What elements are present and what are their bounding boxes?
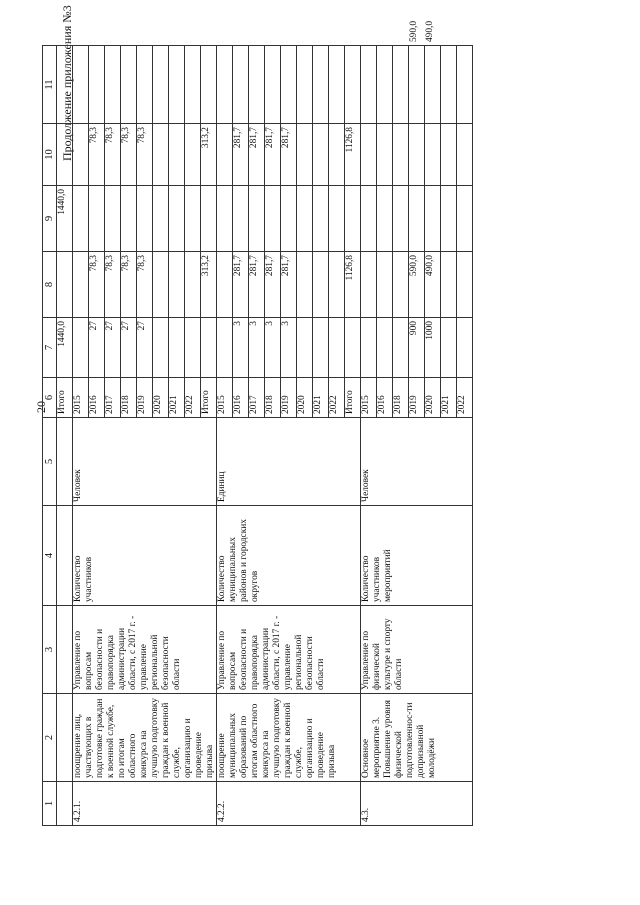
year-cell: Итого: [57, 378, 73, 418]
item-number: 4.2.1.: [73, 782, 217, 826]
year-cell: 2021: [169, 378, 185, 418]
continuation-title: Продолжение приложения №3: [60, 5, 74, 161]
item-name: поощрение муниципальных образований по итогам областного конкурса на лучшую подготовку граждан к военной службе, организацию и проведение призыва: [217, 694, 361, 782]
item-indicator: Количество участников: [73, 506, 217, 606]
value-cell: [185, 186, 201, 252]
item-number: 4.2.2.: [217, 782, 361, 826]
value-cell: [441, 318, 457, 378]
col-header-8: 8: [43, 252, 57, 318]
value-cell: 78,3: [121, 252, 137, 318]
value-cell: [361, 186, 377, 252]
value-cell: 1126,8: [345, 124, 361, 186]
value-cell: [169, 252, 185, 318]
value-cell: [201, 318, 217, 378]
year-cell: 2020: [153, 378, 169, 418]
col-header-5: 5: [43, 418, 57, 506]
value-cell: 1126,8: [345, 252, 361, 318]
year-cell: 2018: [121, 378, 137, 418]
value-cell: [201, 46, 217, 124]
value-cell: [329, 46, 345, 124]
item-number: 4.3.: [361, 782, 473, 826]
value-cell: [377, 252, 393, 318]
value-cell: [457, 124, 473, 186]
value-cell: 27: [137, 318, 153, 378]
year-cell: 2017: [249, 378, 265, 418]
col-header-1: 1: [43, 782, 57, 826]
value-cell: 1000: [425, 318, 441, 378]
value-cell: 1440,0: [57, 318, 73, 378]
year-cell: 2018: [265, 378, 281, 418]
table-body: [57, 20, 473, 826]
value-cell: 3: [265, 318, 281, 378]
value-cell: [393, 318, 409, 378]
value-cell: 313,2: [201, 124, 217, 186]
col-header-2: 2: [43, 694, 57, 782]
item-executor: Управление по физической культуре и спорту области: [361, 606, 473, 694]
header-row: [43, 46, 57, 826]
value-cell: [297, 318, 313, 378]
year-cell: 2018: [393, 378, 409, 418]
value-cell: 78,3: [105, 124, 121, 186]
year-cell: 2015: [73, 378, 89, 418]
value-cell: [425, 124, 441, 186]
year-cell: 2021: [441, 378, 457, 418]
item-name: поощрение лиц, участвующих в подготовке граждан к военной службе, по итогам областного конкурса на лучшую подготовку граждан к военной службе, организацию и проведение призыва: [73, 694, 217, 782]
value-cell: [153, 318, 169, 378]
value-cell: [361, 46, 377, 124]
year-cell: 2020: [425, 378, 441, 418]
year-cell: 2019: [137, 378, 153, 418]
col-header-11: 11: [43, 46, 57, 124]
value-cell: [361, 318, 377, 378]
value-cell: 281,7: [249, 252, 265, 318]
value-cell: [153, 124, 169, 186]
value-cell: [345, 46, 361, 124]
value-cell: [425, 186, 441, 252]
value-cell: [249, 186, 265, 252]
value-cell: [201, 186, 217, 252]
value-cell: 78,3: [137, 252, 153, 318]
year-cell: 2020: [297, 378, 313, 418]
value-cell: [297, 252, 313, 318]
value-cell: [409, 186, 425, 252]
item-executor: Управление по вопросам безопасности и правопорядка администрации области, с 2017 г. - управление региональной безопасности области: [217, 606, 361, 694]
value-cell: 3: [281, 318, 297, 378]
year-cell: 2017: [105, 378, 121, 418]
value-cell: [329, 252, 345, 318]
value-cell: [249, 46, 265, 124]
value-cell: 78,3: [89, 252, 105, 318]
value-cell: [441, 46, 457, 124]
value-cell: 281,7: [281, 252, 297, 318]
rotated-table-container: [42, 20, 630, 826]
value-cell: [73, 186, 89, 252]
col-header-10: 10: [43, 124, 57, 186]
value-cell: 27: [89, 318, 105, 378]
value-cell: [457, 318, 473, 378]
value-cell: [169, 318, 185, 378]
value-cell: 3: [249, 318, 265, 378]
value-cell: 281,7: [265, 252, 281, 318]
value-cell: [185, 124, 201, 186]
page-number: 20: [34, 401, 48, 413]
value-cell: [313, 124, 329, 186]
value-cell: [153, 186, 169, 252]
year-cell: 2019: [281, 378, 297, 418]
value-cell: [265, 186, 281, 252]
lead-total-row: [57, 46, 73, 826]
table-row: 2020 1000 490,0 490,0: [425, 46, 441, 826]
table-row: [73, 46, 89, 826]
item-indicator: Количество муниципальных районов и городских округов: [217, 506, 361, 606]
value-cell: [73, 124, 89, 186]
value-cell: 3: [233, 318, 249, 378]
item-executor: Управление по вопросам безопасности и правопорядка администрации области, с 2017 г. - управление региональной безопасности области: [73, 606, 217, 694]
item-indicator: Количество участников мероприятий: [361, 506, 473, 606]
value-cell: [137, 186, 153, 252]
value-cell: [281, 46, 297, 124]
value-cell: 1440,0: [57, 186, 73, 252]
value-cell: 900: [409, 318, 425, 378]
value-cell: [217, 46, 233, 124]
value-cell: 281,7: [249, 124, 265, 186]
value-cell: [217, 186, 233, 252]
value-cell: [153, 46, 169, 124]
year-cell: 2022: [329, 378, 345, 418]
value-cell: [393, 124, 409, 186]
value-cell: [441, 186, 457, 252]
col-header-6: 6: [43, 378, 57, 418]
value-cell: [377, 318, 393, 378]
value-cell: [409, 124, 425, 186]
value-cell: [217, 318, 233, 378]
value-cell: 313,2: [201, 252, 217, 318]
value-cell: [329, 318, 345, 378]
col-header-9: 9: [43, 186, 57, 252]
year-cell: 2019: [409, 378, 425, 418]
value-cell: [185, 252, 201, 318]
value-cell: 590,0: [409, 252, 425, 318]
value-cell: [265, 46, 281, 124]
value-cell: [233, 186, 249, 252]
value-cell: [185, 46, 201, 124]
table-row: 2019 900 590,0 590,0: [409, 46, 425, 826]
value-cell: [457, 252, 473, 318]
value-cell: [281, 186, 297, 252]
year-cell: 2015: [217, 378, 233, 418]
value-cell: [89, 186, 105, 252]
value-cell: [457, 46, 473, 124]
value-cell: [457, 186, 473, 252]
col-header-4: 4: [43, 506, 57, 606]
value-cell: 78,3: [121, 124, 137, 186]
value-cell: 78,3: [105, 252, 121, 318]
value-cell: [121, 46, 137, 124]
year-cell: 2016: [89, 378, 105, 418]
table-row: [361, 46, 377, 826]
value-cell: [329, 186, 345, 252]
value-cell: [377, 46, 393, 124]
value-cell: 78,3: [137, 124, 153, 186]
value-cell: [169, 46, 185, 124]
value-cell: [73, 46, 89, 124]
value-cell: [169, 124, 185, 186]
value-cell: 490,0: [425, 252, 441, 318]
year-cell: Итого: [201, 378, 217, 418]
value-cell: [217, 252, 233, 318]
value-cell: [345, 318, 361, 378]
item-unit: Единиц: [217, 418, 361, 506]
value-cell: [361, 124, 377, 186]
value-cell: 281,7: [281, 124, 297, 186]
value-cell: [409, 46, 425, 124]
year-cell: 2015: [361, 378, 377, 418]
value-cell: 281,7: [233, 124, 249, 186]
year-cell: 2016: [233, 378, 249, 418]
value-cell: [233, 46, 249, 124]
year-cell: 2016: [377, 378, 393, 418]
value-cell: [169, 186, 185, 252]
value-cell: [441, 252, 457, 318]
value-cell: [185, 318, 201, 378]
value-cell: [377, 124, 393, 186]
col-header-3: 3: [43, 606, 57, 694]
value-cell: [329, 124, 345, 186]
value-cell: 281,7: [233, 252, 249, 318]
value-cell: [313, 252, 329, 318]
value-cell: [297, 186, 313, 252]
value-cell: [73, 252, 89, 318]
value-cell: [89, 46, 105, 124]
value-cell: [105, 186, 121, 252]
year-cell: 2022: [457, 378, 473, 418]
value-cell: [105, 46, 121, 124]
value-cell: [153, 252, 169, 318]
value-cell: [217, 124, 233, 186]
value-cell: [313, 318, 329, 378]
year-cell: Итого: [345, 378, 361, 418]
item-unit: Человек: [361, 418, 473, 506]
value-cell: 27: [121, 318, 137, 378]
value-cell: [425, 46, 441, 124]
value-cell: [361, 252, 377, 318]
col-header-7: 7: [43, 318, 57, 378]
value-cell: [121, 186, 137, 252]
item-unit: Человек: [73, 418, 217, 506]
program-table: [42, 20, 473, 826]
value-cell: [377, 186, 393, 252]
value-cell: 78,3: [89, 124, 105, 186]
value-cell: [441, 124, 457, 186]
table-row: [217, 46, 233, 826]
value-cell: [313, 46, 329, 124]
value-cell: [73, 318, 89, 378]
value-cell: [345, 186, 361, 252]
value-cell: [393, 186, 409, 252]
item-name: Основное мероприятие 3. Повышение уровня физической подготовленнос-ти допризывной молодёжи: [361, 694, 473, 782]
year-cell: 2021: [313, 378, 329, 418]
value-cell: 281,7: [265, 124, 281, 186]
value-cell: [393, 252, 409, 318]
value-cell: [297, 46, 313, 124]
value-cell: [313, 186, 329, 252]
year-cell: 2022: [185, 378, 201, 418]
value-cell: 27: [105, 318, 121, 378]
value-cell: [297, 124, 313, 186]
value-cell: [137, 46, 153, 124]
value-cell: [393, 46, 409, 124]
